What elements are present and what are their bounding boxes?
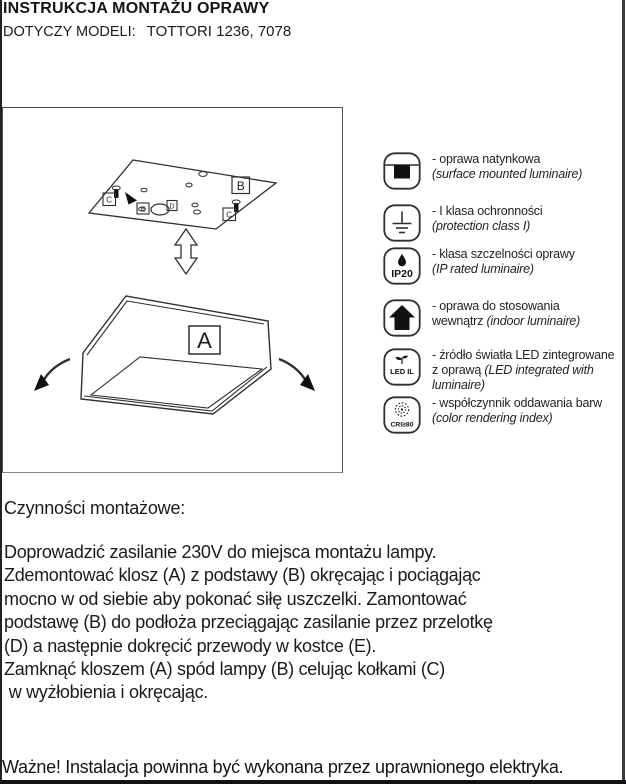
instruction-line: Doprowadzić zasilanie 230V do miejsca montażu lampy. bbox=[4, 542, 437, 562]
instruction-line: mocno w od siebie aby pokonać siłę uszczelki. Zamontować bbox=[4, 588, 467, 609]
label-c-left: C bbox=[106, 195, 113, 205]
water-drop-icon bbox=[398, 254, 406, 266]
feature-label-en: (protection class I) bbox=[432, 219, 531, 233]
label-d: D bbox=[169, 203, 175, 211]
feature-label: - klasa szczelności oprawy bbox=[432, 247, 575, 261]
feature-label-en: luminaire) bbox=[432, 378, 485, 392]
feature-label-en: (IP rated luminaire) bbox=[432, 262, 534, 276]
models-line bbox=[3, 23, 291, 40]
feature-label: - współczynnik oddawania barw bbox=[432, 396, 602, 410]
twist-arrow-right-icon bbox=[279, 359, 315, 391]
label-b: B bbox=[236, 179, 245, 193]
cri-icon bbox=[383, 396, 421, 434]
lamp-shade bbox=[81, 296, 271, 414]
assembly-diagram-drawing bbox=[3, 108, 341, 471]
mounting-plate bbox=[89, 160, 276, 229]
label-a: A bbox=[197, 328, 212, 353]
feature-label: - oprawa natynkowa bbox=[432, 152, 541, 166]
warning-note: Ważne! Instalacja powinna być wykonana przez uprawnionego elektryka. bbox=[2, 757, 564, 777]
grommet bbox=[151, 204, 169, 215]
assembly-diagram bbox=[2, 107, 343, 473]
page-border-bottom bbox=[0, 780, 626, 784]
house-icon bbox=[389, 305, 415, 330]
up-down-arrow-icon bbox=[175, 229, 197, 274]
instructions-paragraph bbox=[4, 541, 620, 705]
instruction-line: Zdemontować klosz (A) z podstawy (B) okręcając i pociągając bbox=[4, 565, 481, 586]
instruction-line: podstawę (B) do podłoża przeciągając zasilanie przez przelotkę bbox=[4, 612, 493, 633]
page-title: INSTRUKCJA MONTAŻU OPRAWY bbox=[3, 0, 270, 17]
led-il-badge: LED IL bbox=[390, 367, 414, 376]
cri-badge: CRI≥80 bbox=[390, 421, 414, 429]
label-e: E bbox=[140, 206, 146, 214]
feature-label-en: (surface mounted luminaire) bbox=[432, 167, 583, 181]
models-label: DOTYCZY MODELI: bbox=[3, 24, 136, 40]
feature-label: - źródło światła LED zintegrowane bbox=[432, 348, 615, 362]
feature-label: - oprawa do stosowania bbox=[432, 299, 560, 313]
instruction-line: w wyżłobienia i okręcając. bbox=[4, 682, 208, 703]
led-integrated-icon bbox=[383, 348, 421, 386]
indoor-use-icon bbox=[383, 299, 421, 337]
feature-label-mixed: wewnątrz (indoor luminaire) bbox=[432, 314, 581, 328]
label-c-right: C bbox=[226, 210, 233, 220]
protection-class-icon bbox=[383, 204, 421, 242]
surface-mounted-icon bbox=[383, 152, 421, 190]
ip20-badge: IP20 bbox=[391, 268, 413, 280]
ip-rating-icon bbox=[383, 247, 421, 285]
feature-label-mixed: z oprawą (LED integrated with bbox=[432, 363, 594, 377]
models-value: TOTTORI 1236, 7078 bbox=[146, 23, 292, 40]
instruction-line: Zamknąć kloszem (A) spód lampy (B) celując kołkami (C) bbox=[4, 659, 445, 680]
instruction-line: (D) a następnie dokręcić przewody w kostce (E). bbox=[4, 635, 377, 656]
pointer-arrow-icon bbox=[125, 192, 137, 205]
instructions-heading: Czynności montażowe: bbox=[4, 498, 186, 518]
twist-arrow-left-icon bbox=[34, 359, 70, 391]
feature-label-en: (color rendering index) bbox=[432, 411, 553, 425]
instructions-section bbox=[4, 498, 620, 703]
feature-label: - I klasa ochronności bbox=[432, 204, 543, 218]
